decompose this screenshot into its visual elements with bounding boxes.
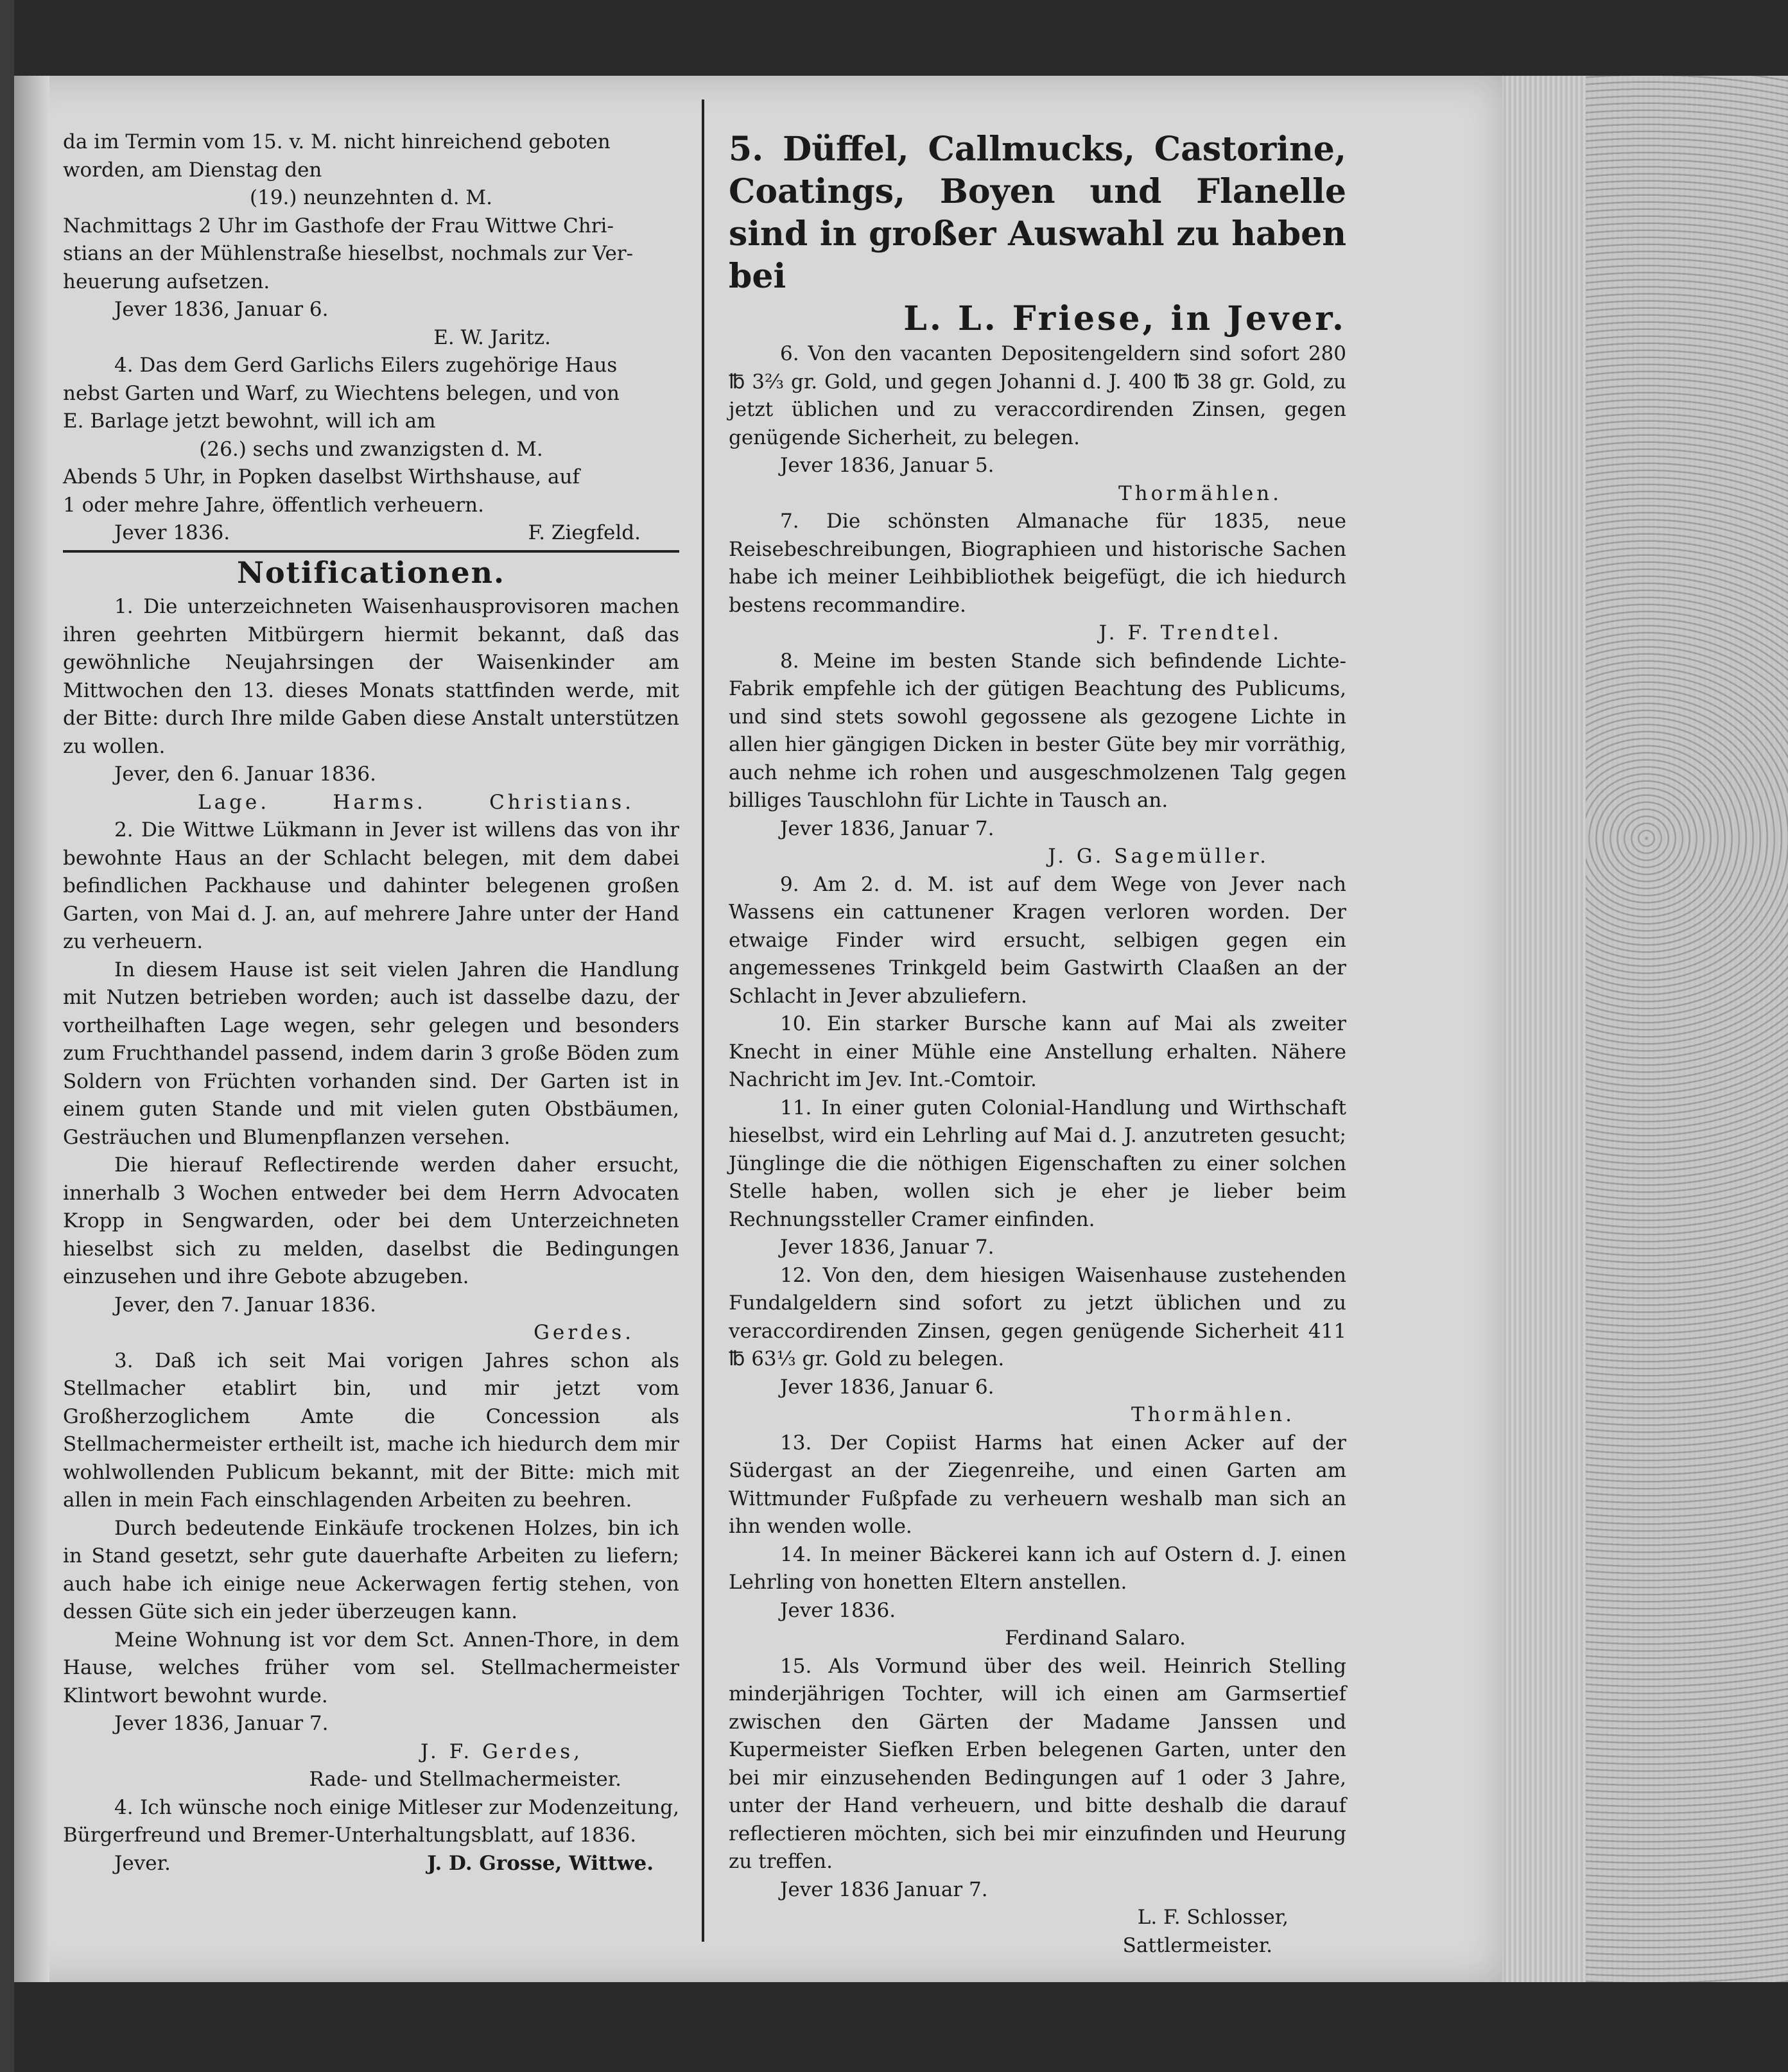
notice-2-para: In diesem Hause ist seit vielen Jahren die Handlung mit Nutzen betrieben worden; auch ist dasselbe dazu, der vortheilhaften Lage wegen, sehr gelegen und besonders zum Fruchthandel passend, indem darin 3 große Böden zum Soldern von Früchten vorhanden sind. Der Garten ist in einem guten Stande und mit vielen guten Obstbäumen, Gesträuchen und Blumenpflanzen versehen. <box>63 958 679 1149</box>
text-line: stians an der Mühlenstraße hieselbst, nochmals zur Ver- <box>63 242 634 265</box>
signature: Thormählen. <box>1131 1403 1295 1426</box>
column-divider <box>702 99 704 1942</box>
advert-signature: L. L. Friese, in Jever. <box>903 299 1346 338</box>
signature: J. F. Trendtel. <box>1098 621 1282 644</box>
signature: J. G. Sagemüller. <box>1048 845 1269 868</box>
place-date: Jever 1836, Januar 6. <box>114 298 329 321</box>
signature: E. W. Jaritz. <box>433 325 551 349</box>
signature-row <box>63 1850 679 1878</box>
text-line: 4. Das dem Gerd Garlichs Eilers zugehörige Haus <box>114 354 618 377</box>
notice-12: 12. Von den, dem hiesigen Waisenhause zustehenden Fundalgeldern sind sofort zu jetzt üblichen und zu veraccordirenden Zinsen, gegen genügende Sicherheit 411 ℔ 63⅓ gr. Gold zu belegen. <box>729 1263 1346 1370</box>
place-date: Jever 1836, Januar 5. <box>780 454 994 477</box>
notice-2: 2. Die Wittwe Lükmann in Jever ist willens das von ihr bewohnte Haus an der Schlacht belegen, mit dem dabei befindlichen Packhause und dahinter belegenen großen Garten, von Mai d. J. an, auf mehrere Jahre unter der Hand zu verheuern. <box>63 818 679 953</box>
place-date: Jever 1836 Januar 7. <box>780 1878 988 1901</box>
notice-1: 1. Die unterzeichneten Waisenhausprovisoren machen ihren geehrten Mitbürgern hiermit bekannt, daß das gewöhnliche Neujahrsingen der Waisenkinder am Mittwochen den 13. dieses Monats stattfinden werde, mit der Bitte: durch Ihre milde Gaben diese Anstalt unterstützen zu wollen. <box>63 595 679 758</box>
place-date: Jever 1836, Januar 6. <box>780 1375 994 1399</box>
gutter-shadow <box>14 76 49 1982</box>
text-line: nebst Garten und Warf, zu Wiechtens belegen, und von <box>63 381 620 405</box>
notice-13: 13. Der Copiist Harms hat einen Acker auf der Südergast an der Ziegenreihe, und einen Garten am Wittmunder Fußpfade zu verheuern weshalb man sich an ihn wenden wolle. <box>729 1431 1346 1538</box>
notice-4: 4. Ich wünsche noch einige Mitleser zur Modenzeitung, Bürgerfreund und Bremer-Unterhaltungsblatt, auf 1836. <box>63 1795 679 1847</box>
text-line: E. Barlage jetzt bewohnt, will ich am <box>63 410 436 433</box>
signature: Lage. <box>198 790 270 814</box>
notice-2-para: Die hierauf Reflectirende werden daher ersucht, innerhalb 3 Wochen entweder bei dem Herrn Advocaten Kropp in Sengwarden, oder bei dem Unterzeichneten hieselbst sich zu melden, daselbst die Bedingungen einzusehen und ihre Gebote abzugeben. <box>63 1153 679 1288</box>
notice-14: 14. In meiner Bäckerei kann ich auf Ostern d. J. einen Lehrling von honetten Eltern anstellen. <box>729 1542 1346 1594</box>
text-line: 1 oder mehre Jahre, öffentlich verheuern. <box>63 493 484 517</box>
place-date: Jever, den 6. Januar 1836. <box>114 763 376 786</box>
notice-3: 3. Daß ich seit Mai vorigen Jahres schon als Stellmacher etablirt bin, und mir jetzt vom Großherzoglichem Amte die Concession als Stellmachermeister ertheilt ist, mache ich hiedurch dem mir wohlwollenden Publicum bekannt, mit der Bitte: mich mit allen in mein Fach einschlagenden Arbeiten zu beehren. <box>63 1349 679 1512</box>
notice-11: 11. In einer guten Colonial-Handlung und Wirthschaft hieselbst, wird ein Lehrling auf Mai d. J. anzutreten gesucht; Jünglinge die die nöthigen Eigenschaften zu einer solchen Stelle haben, wollen sich je eher je lieber beim Rechnungssteller Cramer einfinden. <box>729 1096 1346 1231</box>
signature-title: Rade- und Stellmachermeister. <box>309 1768 621 1791</box>
signature: J. F. Gerdes, <box>421 1740 583 1763</box>
signature: F. Ziegfeld. <box>528 521 641 544</box>
signature: J. D. Grosse, Wittwe. <box>427 1851 654 1875</box>
place-date: Jever 1836. <box>780 1598 896 1622</box>
notice-3-para: Meine Wohnung ist vor dem Sct. Annen-Thore, in dem Hause, welches früher vom sel. Stellmachermeister Klintwort bewohnt wurde. <box>63 1628 679 1707</box>
notice-7: 7. Die schönsten Almanache für 1835, neue Reisebeschreibungen, Biographieen und historische Sachen habe ich meiner Leihbibliothek beigefügt, die ich hiedurch bestens recommandire. <box>729 510 1346 617</box>
text-line: da im Termin vom 15. v. M. nicht hinreichend geboten <box>63 130 611 153</box>
notice-9: 9. Am 2. d. M. ist auf dem Wege von Jever nach Wassens ein cattunener Kragen verloren worden. Der etwaige Finder wird ersucht, selbigen gegen ein angemessenes Trinkgeld beim Gastwirth Claaßen an der Schlacht in Jever abzuliefern. <box>729 872 1346 1008</box>
page-edge-speckle <box>1586 76 1788 1982</box>
right-column <box>729 128 1346 1960</box>
text-line: Abends 5 Uhr, in Popken daselbst Wirthshause, auf <box>63 465 580 488</box>
place-date: Jever 1836. <box>114 521 230 544</box>
date-line: (26.) sechs und zwanzigsten d. M. <box>199 437 543 461</box>
text-line: worden, am Dienstag den <box>63 158 322 182</box>
scan-border <box>0 0 14 2072</box>
date-line: (19.) neunzehnten d. M. <box>250 186 492 209</box>
text-line: heuerung aufsetzen. <box>63 270 270 293</box>
signature: Christians. <box>489 790 634 814</box>
signature-title: Sattlermeister. <box>1122 1933 1272 1957</box>
notice-8: 8. Meine im besten Stande sich befindende Lichte-Fabrik empfehle ich der gütigen Beachtung des Publicums, und sind stets sowohl gegossene als gezogene Lichte in allen hier gängigen Dicken in bester Güte bey mir vorräthig, auch nehme ich rohen und ausgeschmolzenen Talg gegen billiges Tauschlohn für Lichte in Tausch an. <box>729 649 1346 812</box>
signature-row <box>63 519 679 548</box>
place-date: Jever 1836, Januar 7. <box>780 816 994 840</box>
notice-6: 6. Von den vacanten Depositengeldern sind sofort 280 ℔ 3⅔ gr. Gold, und gegen Johanni d. J. 400 ℔ 38 gr. Gold, zu jetzt üblichen und zu veraccordirenden Zinsen, gegen genügende Sicherheit, zu belegen. <box>729 342 1346 449</box>
place-date: Jever, den 7. Januar 1836. <box>114 1293 376 1317</box>
text-line: Nachmittags 2 Uhr im Gasthofe der Frau Wittwe Chri- <box>63 214 614 237</box>
place-date: Jever 1836, Januar 7. <box>114 1712 329 1735</box>
signature: Thormählen. <box>1118 481 1282 505</box>
notice-3-para: Durch bedeutende Einkäufe trockenen Holzes, bin ich in Stand gesetzt, sehr gute dauerhafte Arbeiten zu liefern; auch habe ich einige neue Ackerwagen fertig stehen, von dessen Güte sich ein jeder überzeugen kann. <box>63 1516 679 1623</box>
notice-15: 15. Als Vormund über des weil. Heinrich Stelling minderjährigen Tochter, will ich einen am Garmsertief zwischen den Gärten der Madame Janssen und Kupermeister Siefken Erben belegenen Garten, unter den bei mir einzusehenden Bedingungen auf 1 oder 3 Jahre, unter der Hand verheuern, und bitte deshalb die darauf reflectieren möchten, sich bei mir einzufinden und Heurung zu treffen. <box>729 1654 1346 1873</box>
notice-10: 10. Ein starker Bursche kann auf Mai als zweiter Knecht in einer Mühle eine Anstellung erhalten. Nähere Nachricht im Jev. Int.-Comtoir. <box>729 1012 1346 1091</box>
signature: Ferdinand Salaro. <box>1005 1627 1186 1650</box>
signature: Harms. <box>333 790 426 814</box>
advert-headline: 5. Düffel, Callmucks, Castorine, Coatings, Boyen und Flanelle sind in großer Auswahl zu haben bei <box>729 130 1346 296</box>
signature-row <box>63 789 679 817</box>
signature: Gerdes. <box>534 1321 634 1344</box>
signature: L. F. Schlosser, <box>1137 1906 1289 1929</box>
section-heading: Notificationen. <box>63 550 679 587</box>
left-column <box>63 128 679 1878</box>
place-date: Jever 1836, Januar 7. <box>780 1236 994 1259</box>
place-date: Jever. <box>114 1851 171 1875</box>
